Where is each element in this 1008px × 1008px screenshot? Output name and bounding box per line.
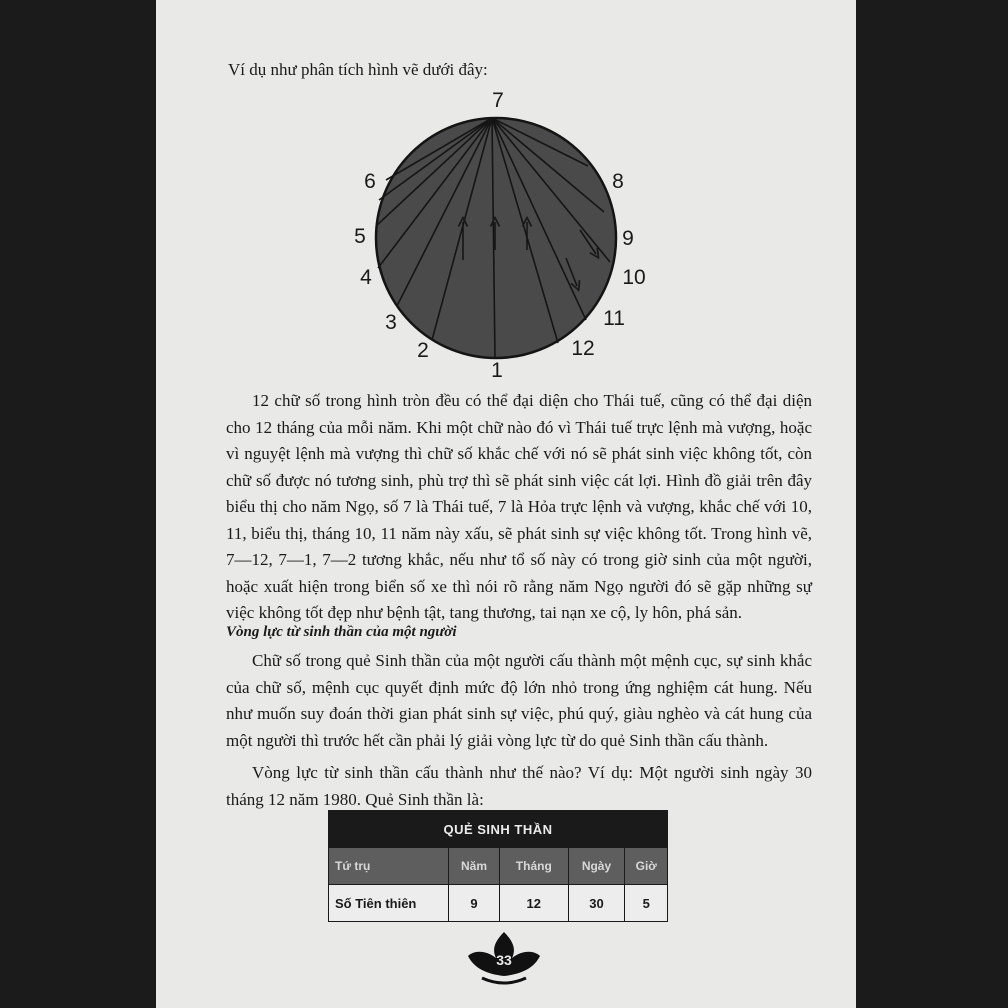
cell-gio: 5 <box>625 885 668 922</box>
table-title: QUẺ SINH THẦN <box>329 811 668 848</box>
header-thang: Tháng <box>500 848 569 885</box>
label-12: 12 <box>571 337 595 360</box>
label-7: 7 <box>492 89 504 112</box>
label-8: 8 <box>612 170 624 193</box>
cell-ngay: 30 <box>568 885 625 922</box>
paragraph-menh-cuc: Chữ số trong quẻ Sinh thần của một người cấu thành một mệnh cục, sự sinh khắc của chữ số, mệnh cục quyết định mức độ lớn nhỏ trong ứng nghiệm cát hung. Nếu như muốn suy đoán thời gian phát sinh sự việc, phú quý, giàu nghèo và cát hung của một người thì trước hết cần phải lý giải vòng lực từ do quẻ Sinh thần cấu thành. <box>226 651 812 750</box>
label-3: 3 <box>385 311 397 334</box>
paragraph-example: Vòng lực từ sinh thần cấu thành như thế nào? Ví dụ: Một người sinh ngày 30 tháng 12 năm 1980. Quẻ Sinh thần là: <box>226 763 812 809</box>
header-tu-tru: Tứ trụ <box>329 848 449 885</box>
label-2: 2 <box>417 339 429 362</box>
header-nam: Năm <box>449 848 500 885</box>
label-1: 1 <box>491 359 503 382</box>
cell-thang: 12 <box>500 885 569 922</box>
intro-text: Ví dụ như phân tích hình vẽ dưới đây: <box>228 60 488 79</box>
section-heading: Vòng lực từ sinh thần của một người <box>226 624 457 640</box>
page-number: 33 <box>496 952 512 968</box>
label-6: 6 <box>364 170 376 193</box>
paragraph-thai-tue: 12 chữ số trong hình tròn đều có thể đại diện cho Thái tuế, cũng có thể đại diện cho 12 tháng của mỗi năm. Khi một chữ nào đó vì Thái tuế trực lệnh mà vượng, hoặc vì nguyệt lệnh mà vượng thì chữ số khắc chế với nó sẽ phát sinh việc không tốt, còn chữ số được nó tương sinh, phù trợ thì sẽ phát sinh việc cát lợi. Hình đồ giải trên đây biểu thị cho năm Ngọ, số 7 là Thái tuế, 7 là Hỏa trực lệnh và vượng, khắc chế với 10, 11, biểu thị, tháng 10, 11 năm này xấu, sẽ phát sinh sự việc không tốt. Trong hình vẽ, 7—12, 7—1, 7—2 tương khắc, nếu như tổ số này có trong giờ sinh của một người, hoặc xuất hiện trong biển số xe thì nói rõ rằng năm Ngọ người đó sẽ gặp những sự việc không tốt đẹp như bệnh tật, tang thương, tai nạn xe cộ, ly hôn, phá sản. <box>226 391 812 622</box>
label-9: 9 <box>622 227 634 250</box>
row-label: Số Tiên thiên <box>329 885 449 922</box>
cell-nam: 9 <box>449 885 500 922</box>
que-sinh-than-table <box>328 810 668 922</box>
page-number-ornament <box>464 928 544 988</box>
header-ngay: Ngày <box>568 848 625 885</box>
header-gio: Giờ <box>625 848 668 885</box>
dark-circle <box>376 118 616 358</box>
twelve-number-circle-diagram <box>340 85 660 385</box>
label-11: 11 <box>603 307 625 330</box>
label-4: 4 <box>360 266 372 289</box>
label-5: 5 <box>354 225 366 248</box>
label-10: 10 <box>622 266 646 289</box>
